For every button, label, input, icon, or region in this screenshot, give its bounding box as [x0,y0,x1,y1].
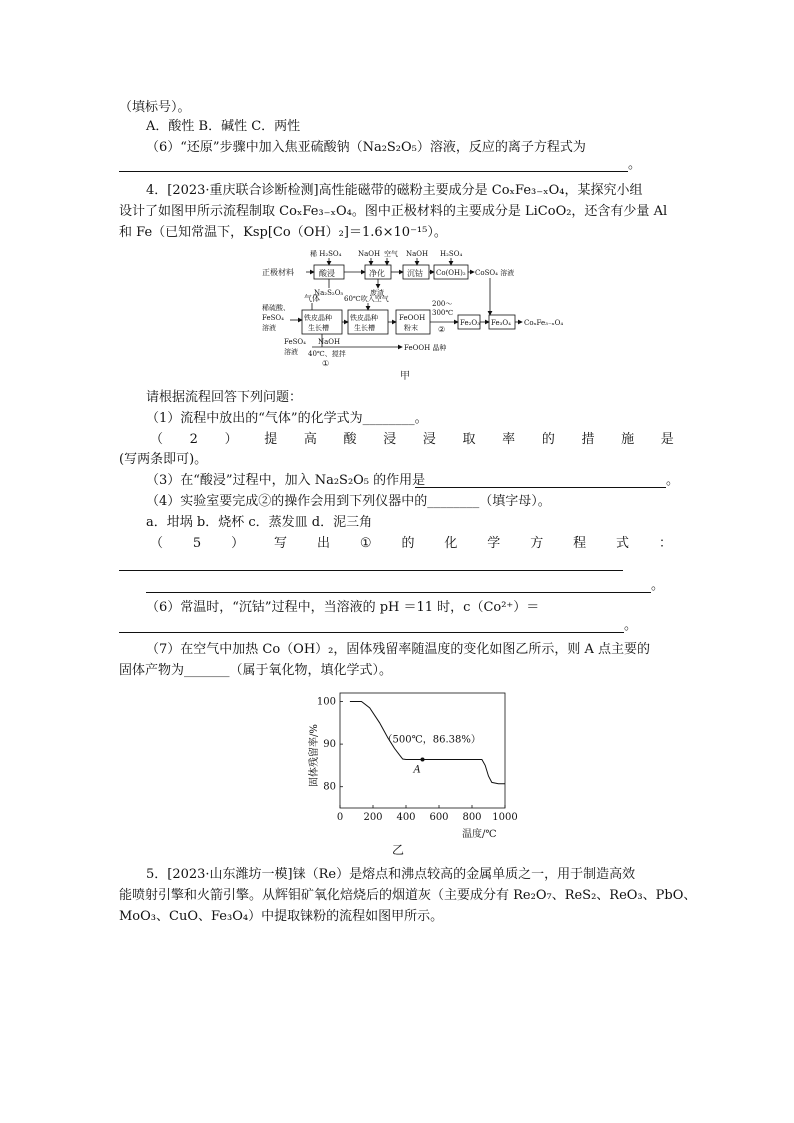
y-axis-label: 固体残留率/% [309,724,320,787]
x-tick-label: 1000 [492,812,518,823]
justified-char: ： [658,536,672,551]
flow-box-label: 铁皮晶种 [350,314,378,322]
plot-frame [340,693,505,808]
question-4-text: 设计了如图甲所示流程制取 CoₓFe₃₋ₓO₄。图中正极材料的主要成分是 LiCoO₂，还含有少量 Al [119,204,668,219]
line-fill-label: （填标号）。 [119,100,191,115]
sub-question-1: （1）流程中放出的“气体”的化学式为________。 [146,411,428,426]
flow-box-label: 生长槽 [308,324,329,332]
question-5-heading: 5．[2023·山东潍坊一模]铼（Re）是熔点和沸点较高的金属单质之一，用于制造高效 [146,867,636,882]
flow-box-label: Fe₂O₃ [460,319,480,327]
figure-caption: 甲 [400,371,410,382]
justified-char: 是 [660,432,674,447]
question-5-text: 能喷射引擎和火箭引擎。从辉钼矿氧化焙烧后的烟道灰（主要成分有 Re₂O₇、ReS₂、ReO₃、PbO、 [119,888,697,903]
justified-char: 2 [189,432,198,447]
sub-question-2 [150,430,674,450]
sub-question-2-cont: (写两条即可)。 [119,452,208,467]
flow-reagent: Na₂S₂O₅ [314,289,344,297]
flow-reagent: 60℃吹入空气 [344,295,389,303]
flow-byproduct: 废渣 [370,289,384,297]
sub-question-4-options: a．坩埚 b．烧杯 c．蒸发皿 d．泥三角 [146,515,373,530]
justified-char: 出 [316,536,330,551]
period: 。 [628,157,642,172]
x-axis-label: 温度/℃ [462,829,497,840]
justified-char: 写 [274,536,288,551]
justified-char: 提 [264,432,278,447]
flow-box-label: 铁皮晶种 [304,314,332,322]
flow-step-1: ① [322,359,330,368]
question-5-text: MoO₃、CuO、Fe₃O₄）中提取铼粉的流程如图甲所示。 [119,909,444,924]
flow-step-2: ② [438,325,446,334]
flow-reagent: 溶液 [284,348,298,356]
justified-char: 取 [462,432,476,447]
y-tick-label: 90 [323,739,336,751]
flow-condition: 300℃ [432,309,454,317]
flow-box-label: 净化 [369,269,385,278]
x-tick-label: 0 [336,812,344,823]
flow-gas: 气体 [304,294,320,303]
justified-char: ① [359,536,372,551]
flow-reagent: NaOH [318,338,341,346]
answer-line [119,632,624,633]
question-4-heading: 4．[2023·重庆联合诊断检测]高性能磁带的磁粉主要成分是 CoₓFe₃₋ₓO₄，某探究小组 [146,183,643,198]
justified-char: 方 [530,536,544,551]
sub-question-7: （7）在空气中加热 Co（OH）₂，固体残留率随温度的变化如图乙所示，则 A 点主要的 [146,642,651,657]
flow-box-label: 沉钴 [407,269,423,278]
flow-reagent: 稀硫酸、 [262,304,290,312]
y-tick-label: 80 [323,781,336,793]
x-tick-label: 200 [363,812,383,823]
x-tick-label: 400 [396,812,416,823]
justified-char: 浸 [383,432,397,447]
flow-product: FeOOH 晶种 [404,344,447,352]
flow-reagent: 溶液 [262,324,276,332]
flow-reagent: NaOH [358,250,381,258]
answer-line [415,487,666,488]
justified-char: 的 [401,536,415,551]
flow-reagent: FeSO₄ [284,338,306,346]
justified-char: （ [150,536,164,551]
justified-char: 率 [502,432,516,447]
justified-char: 措 [581,432,595,447]
sub-question-4: （4）实验室要完成②的操作会用到下列仪器中的________（填字母）。 [146,494,551,509]
point-a-marker [421,758,425,762]
flow-box-label: Fe₃O₄ [491,319,511,327]
period: 。 [666,473,680,488]
justified-char: 程 [573,536,587,551]
justified-char: 酸 [343,432,357,447]
chart-caption: 乙 [392,843,405,857]
justified-char: 学 [487,536,501,551]
answer-line [119,171,628,172]
question-4-text: 和 Fe（已知常温下，Ksp[Co（OH）₂]＝1.6×10⁻¹⁵）。 [119,225,447,240]
flow-box-label: 生长槽 [354,324,375,332]
flow-product: CoₓFe₃₋ₓO₄ [524,319,564,327]
answer-line [119,570,623,571]
flow-box-label: 酸浸 [319,269,335,278]
justified-char: 浸 [422,432,436,447]
flow-condition: 40℃、搅拌 [308,350,346,358]
x-tick-label: 800 [462,812,482,823]
flow-reagent: NaOH [406,250,429,258]
point-annotation: （500℃，86.38%） [382,734,481,746]
flow-box-label: FeOOH [399,314,426,322]
justified-char: ） [224,432,238,447]
flow-reagent: 稀 H₂SO₄ [310,250,342,258]
flow-start: 正极材料 [262,268,294,277]
y-tick-label: 100 [316,696,336,708]
sub-question-5 [150,534,672,554]
period: 。 [624,618,638,633]
flow-condition: 200～ [432,300,453,308]
sub-question-3: （3）在“酸浸”过程中，加入 Na₂S₂O₅ 的作用是 [146,473,426,488]
justified-char: 施 [621,432,635,447]
flow-reagent: FeSO₄ [262,314,284,322]
x-tick-label: 600 [429,812,449,823]
sub-question-6: （6）常温时，“沉钴”过程中，当溶液的 pH ＝11 时，c（Co²⁺）＝ [146,600,540,615]
line-options: A．酸性 B．碱性 C．两性 [146,119,301,134]
justified-char: 化 [444,536,458,551]
sub-question-7-cont: 固体产物为_______（属于氧化物，填化学式）。 [119,663,393,678]
justified-char: （ [150,432,164,447]
flow-product: CoSO₄ 溶液 [475,269,515,277]
justified-char: 式 [616,536,630,551]
flow-reagent: 空气 [384,250,398,258]
residue-chart [300,683,520,843]
flow-box-label: 粉末 [404,324,418,332]
flow-diagram [262,248,582,383]
answer-line [146,592,651,593]
flow-box-label: Co(OH)₂ [436,269,466,277]
point-label: A [413,764,421,776]
justified-char: 5 [192,536,202,551]
justified-char: 高 [303,432,317,447]
questions-intro: 请根据流程回答下列问题： [146,390,303,405]
question-6-text: （6）“还原”步骤中加入焦亚硫酸钠（Na₂S₂O₅）溶液，反应的离子方程式为 [146,140,586,155]
justified-char: ） [231,536,245,551]
justified-char: 的 [541,432,555,447]
flow-reagent: H₂SO₄ [440,250,463,258]
period: 。 [651,578,665,593]
